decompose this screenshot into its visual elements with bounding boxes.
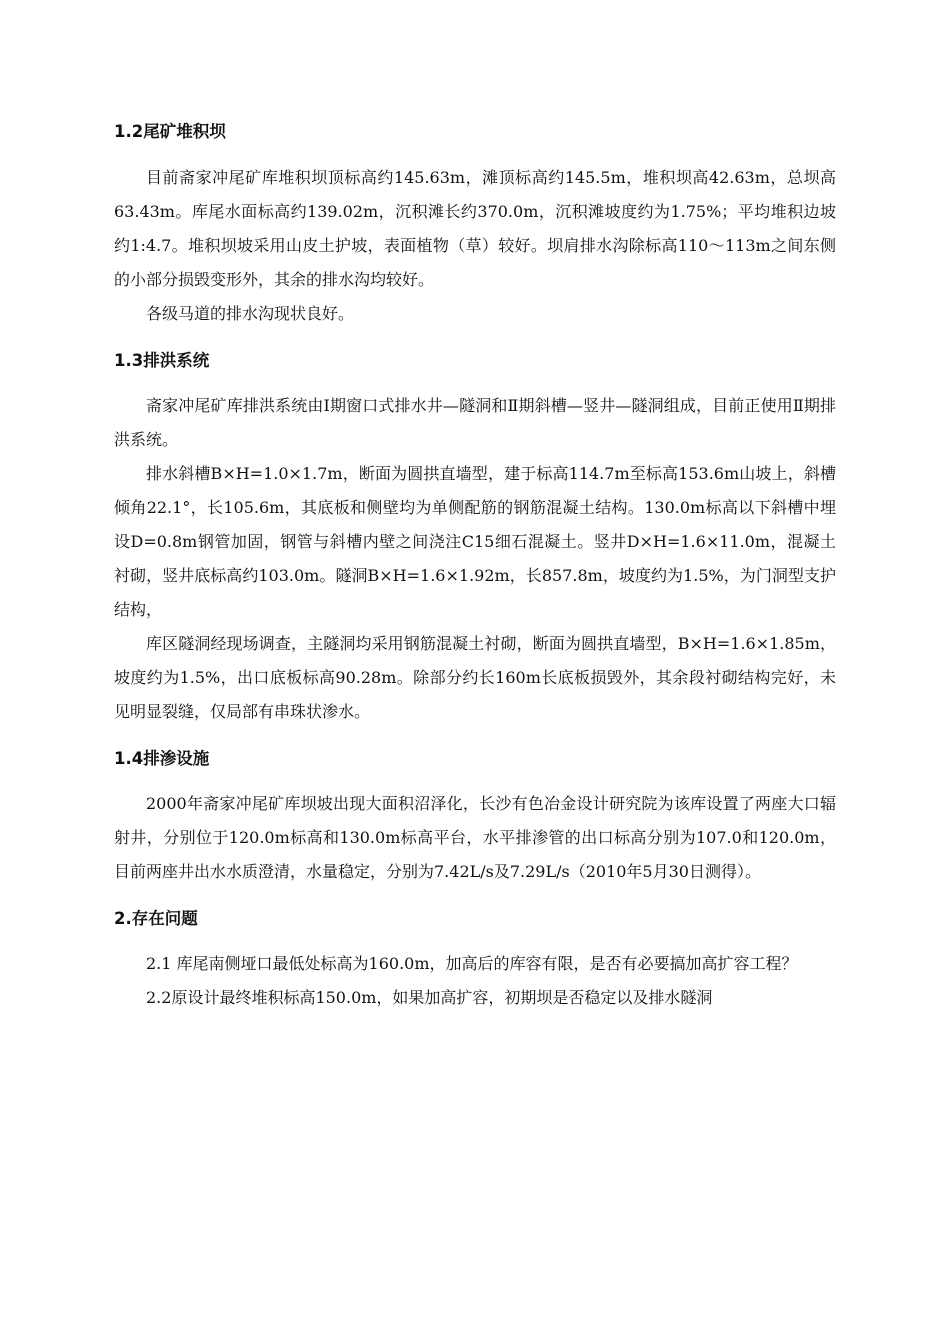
paragraph: 2000年斋家冲尾矿库坝坡出现大面积沼泽化，长沙有色冶金设计研究院为该库设置了两座大口辐射井，分别位于120.0m标高和130.0m标高平台，水平排渗管的出口标高分别为107.0和120.0m，目前两座井出水水质澄清，水量稳定，分别为7.42L/s及7.29L/s（2010年5月30日测得）。 (114, 794, 836, 881)
paragraph: 2.2原设计最终堆积标高150.0m，如果加高扩容，初期坝是否稳定以及排水隧洞 (146, 988, 713, 1007)
paragraph: 斋家冲尾矿库排洪系统由Ⅰ期窗口式排水井—隧洞和Ⅱ期斜槽—竖井—隧洞组成，目前正使用Ⅱ期排洪系统。 (114, 396, 836, 449)
paragraph: 2.1 库尾南侧垭口最低处标高为160.0m，加高后的库容有限，是否有必要搞加高扩容工程？ (146, 954, 798, 973)
paragraph: 库区隧洞经现场调查，主隧洞均采用钢筋混凝土衬砌，断面为圆拱直墙型，B×H=1.6×1.85m，坡度约为1.5%，出口底板标高90.28m。除部分约长160m长底板损毁外，其余段衬砌结构完好，未见明显裂缝，仅局部有串珠状渗水。 (114, 634, 836, 721)
paragraph: 目前斋家冲尾矿库堆积坝顶标高约145.63m，滩顶标高约145.5m，堆积坝高42.63m，总坝高63.43m。库尾水面标高约139.02m，沉积滩长约370.0m，沉积滩坡度约为1.75%；平均堆积边坡约1:4.7。堆积坝坡采用山皮土护坡，表面植物（草）较好。坝肩排水沟除标高110～113m之间东侧的小部分损毁变形外，其余的排水沟均较好。 (114, 168, 836, 289)
section-heading-2: 2.存在问题 (114, 909, 198, 928)
section-heading-1-3: 1.3排洪系统 (114, 351, 210, 370)
paragraph: 各级马道的排水沟现状良好。 (146, 304, 355, 323)
section-heading-1-2: 1.2尾矿堆积坝 (114, 122, 226, 141)
document-body (114, 120, 836, 1015)
section-heading-1-4: 1.4排渗设施 (114, 749, 210, 768)
paragraph: 排水斜槽B×H=1.0×1.7m，断面为圆拱直墙型，建于标高114.7m至标高153.6m山坡上，斜槽倾角22.1°，长105.6m，其底板和侧壁均为单侧配筋的钢筋混凝土结构。130.0m标高以下斜槽中埋设D=0.8m钢管加固，钢管与斜槽内壁之间浇注C15细石混凝土。竖井D×H=1.6×11.0m，混凝土衬砌，竖井底标高约103.0m。隧洞B×H=1.6×1.92m，长857.8m，坡度约为1.5%，为门洞型支护结构， (114, 464, 836, 619)
